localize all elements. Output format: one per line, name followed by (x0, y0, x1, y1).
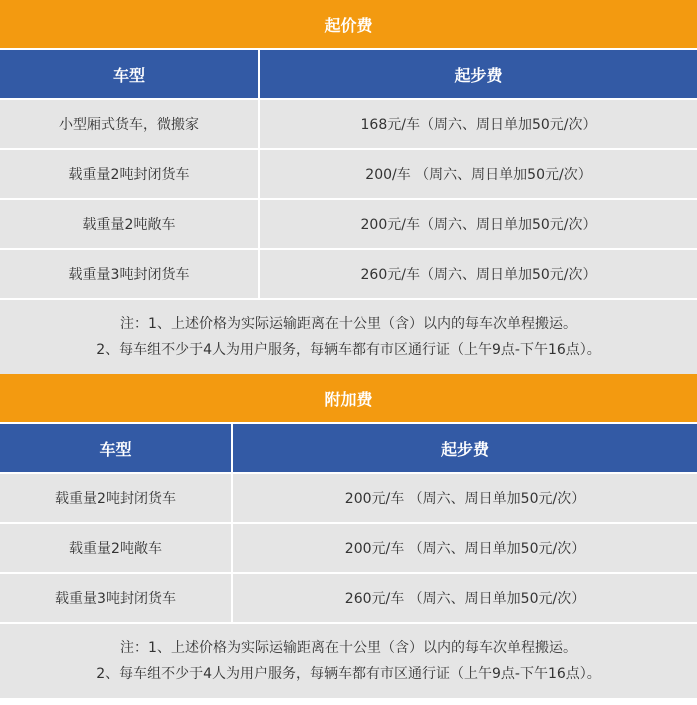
vehicle-type-cell: 载重量2吨敞车 (0, 524, 233, 572)
table-row (0, 574, 697, 624)
notes-block (0, 624, 697, 698)
table-row (0, 150, 697, 200)
table-header-row (0, 424, 697, 474)
note-line-1: 注：1、上述价格为实际运输距离在十公里（含）以内的每车次单程搬运。 (120, 316, 577, 332)
table-header-row (0, 50, 697, 100)
vehicle-type-cell: 载重量3吨封闭货车 (0, 250, 260, 298)
price-cell: 260元/车 （周六、周日单加50元/次） (344, 591, 586, 607)
vehicle-type-cell: 载重量2吨封闭货车 (0, 150, 260, 198)
vehicle-type-cell: 载重量2吨封闭货车 (0, 474, 233, 522)
price-cell: 200元/车（周六、周日单加50元/次） (360, 217, 597, 233)
note-line-2: 2、每车组不少于4人为用户服务，每辆车都有市区通行证（上午9点-下午16点）。 (96, 666, 601, 682)
table-row (0, 250, 697, 300)
column-header-vehicle-type: 车型 (0, 50, 260, 98)
column-header-start-fee: 起步费 (440, 439, 489, 459)
table-row (0, 474, 697, 524)
column-header-vehicle-type: 车型 (0, 424, 233, 472)
notes-block (0, 300, 697, 374)
price-cell: 168元/车（周六、周日单加50元/次） (360, 117, 597, 133)
section-title-start-fee: 起价费 (0, 0, 697, 48)
section-title-extra-fee: 附加费 (0, 374, 697, 422)
price-cell: 200/车 （周六、周日单加50元/次） (365, 167, 592, 183)
vehicle-type-cell: 小型厢式货车，微搬家 (0, 100, 260, 148)
section-extra-fee (0, 374, 697, 698)
vehicle-type-cell: 载重量2吨敞车 (0, 200, 260, 248)
price-cell: 260元/车（周六、周日单加50元/次） (360, 267, 597, 283)
table-row (0, 200, 697, 250)
price-cell: 200元/车 （周六、周日单加50元/次） (344, 491, 586, 507)
table-row (0, 524, 697, 574)
note-line-2: 2、每车组不少于4人为用户服务，每辆车都有市区通行证（上午9点-下午16点）。 (96, 342, 601, 358)
column-header-start-fee: 起步费 (454, 65, 503, 85)
vehicle-type-cell: 载重量3吨封闭货车 (0, 574, 233, 622)
price-cell: 200元/车 （周六、周日单加50元/次） (344, 541, 586, 557)
note-line-1: 注：1、上述价格为实际运输距离在十公里（含）以内的每车次单程搬运。 (120, 640, 577, 656)
table-row (0, 100, 697, 150)
